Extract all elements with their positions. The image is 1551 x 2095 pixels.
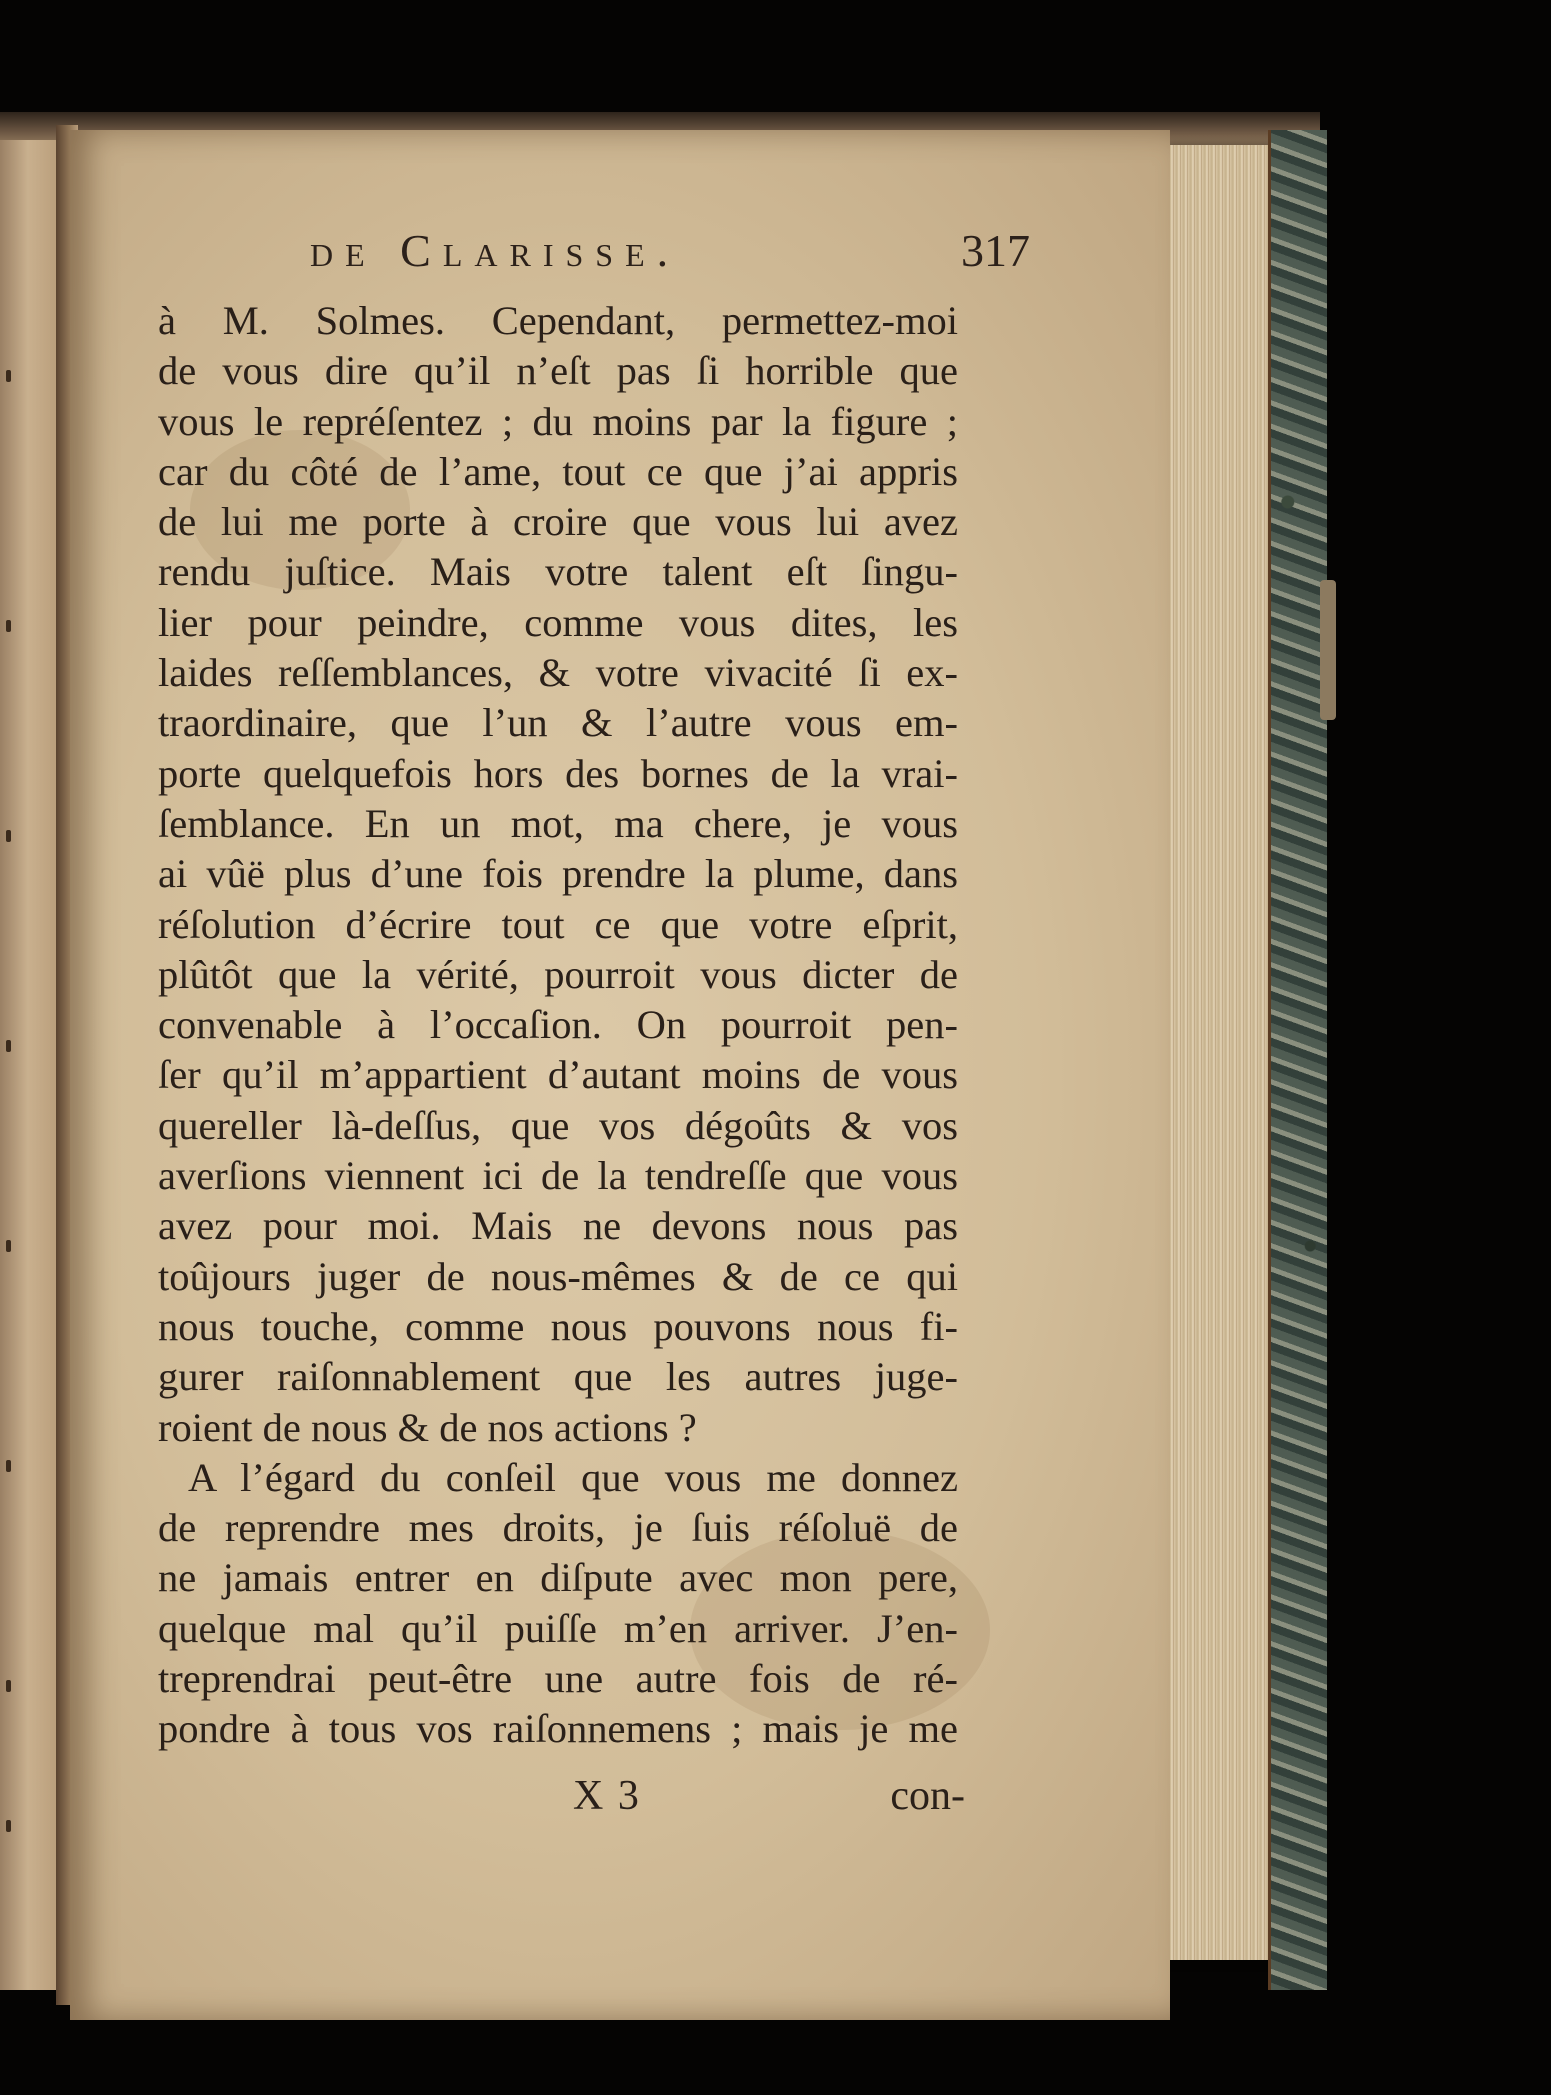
- marbled-cover-board: [1268, 130, 1327, 1990]
- text-line: averſions viennent ici de la tendreſſe que vous: [158, 1153, 958, 1199]
- text-line: nous touche, comme nous pouvons nous fi-: [158, 1303, 958, 1349]
- running-head: de Clarisse.: [310, 225, 681, 276]
- text-line: porte quelquefois hors des bornes de la vrai-: [158, 750, 958, 796]
- signature-mark: X 3: [573, 1773, 641, 1819]
- page-footer: [555, 1772, 965, 1824]
- text-line: roient de nous & de nos actions ?: [158, 1404, 697, 1450]
- text-line: pondre à tous vos raiſonnemens ; mais je me: [158, 1706, 958, 1752]
- text-line: ne jamais entrer en diſpute avec mon pere,: [158, 1555, 958, 1601]
- bleed-mark: [6, 830, 11, 842]
- catchword: con-: [890, 1773, 965, 1819]
- text-line: lier pour peindre, comme vous dites, les: [158, 599, 958, 645]
- page-number: 317: [961, 225, 1030, 276]
- text-line: ſemblance. En un mot, ma chere, je vous: [158, 800, 958, 846]
- page-fore-edges: [1160, 145, 1280, 1960]
- text-line: réſolution d’écrire tout ce que votre eſprit,: [158, 901, 958, 947]
- text-line: car du côté de l’ame, tout ce que j’ai appris: [158, 448, 958, 494]
- text-line: laides reſſemblances, & votre vivacité ſi ex-: [158, 650, 958, 696]
- bleed-mark: [6, 1680, 11, 1692]
- previous-page-edge: [0, 140, 62, 1990]
- text-line: vous le repréſentez ; du moins par la figure ;: [158, 398, 958, 444]
- text-line: quereller là-deſſus, que vos dégoûts & vos: [158, 1102, 958, 1148]
- text-line: treprendrai peut-être une autre fois de ré-: [158, 1656, 958, 1702]
- text-line: convenable à l’occaſion. On pourroit pen-: [158, 1002, 958, 1048]
- text-line: plûtôt que la vérité, pourroit vous dicter de: [158, 951, 958, 997]
- cover-clasp: [1320, 580, 1336, 720]
- text-line: toûjours juger de nous-mêmes & de ce qui: [158, 1253, 958, 1299]
- bleed-mark: [6, 1460, 11, 1472]
- text-line: à M. Solmes. Cependant, permettez-moi: [158, 298, 958, 343]
- text-line: quelque mal qu’il puiſſe m’en arriver. J’en-: [158, 1605, 958, 1651]
- bleed-mark: [6, 370, 11, 382]
- bleed-mark: [6, 1040, 11, 1052]
- text-line: ai vûë plus d’une fois prendre la plume, dans: [158, 851, 958, 897]
- bleed-mark: [6, 1820, 11, 1832]
- text-line: de reprendre mes droits, je ſuis réſoluë de: [158, 1505, 958, 1551]
- text-line: de lui me porte à croire que vous lui avez: [158, 499, 958, 545]
- bleed-mark: [6, 620, 11, 632]
- bleed-mark: [6, 1240, 11, 1252]
- body-text: [158, 296, 958, 1755]
- text-line: rendu juſtice. Mais votre talent eſt ſingu-: [158, 549, 958, 595]
- page-header: [300, 224, 1030, 284]
- text-line: ſer qu’il m’appartient d’autant moins de vous: [158, 1052, 958, 1098]
- paragraph-start-line: A l’égard du conſeil que vous me donnez: [188, 1454, 958, 1500]
- text-line: traordinaire, que l’un & l’autre vous em-: [158, 700, 958, 746]
- text-line: de vous dire qu’il n’eſt pas ſi horrible que: [158, 348, 958, 394]
- text-line: gurer raiſonnablement que les autres juge-: [158, 1354, 958, 1400]
- text-line: avez pour moi. Mais ne devons nous pas: [158, 1203, 958, 1249]
